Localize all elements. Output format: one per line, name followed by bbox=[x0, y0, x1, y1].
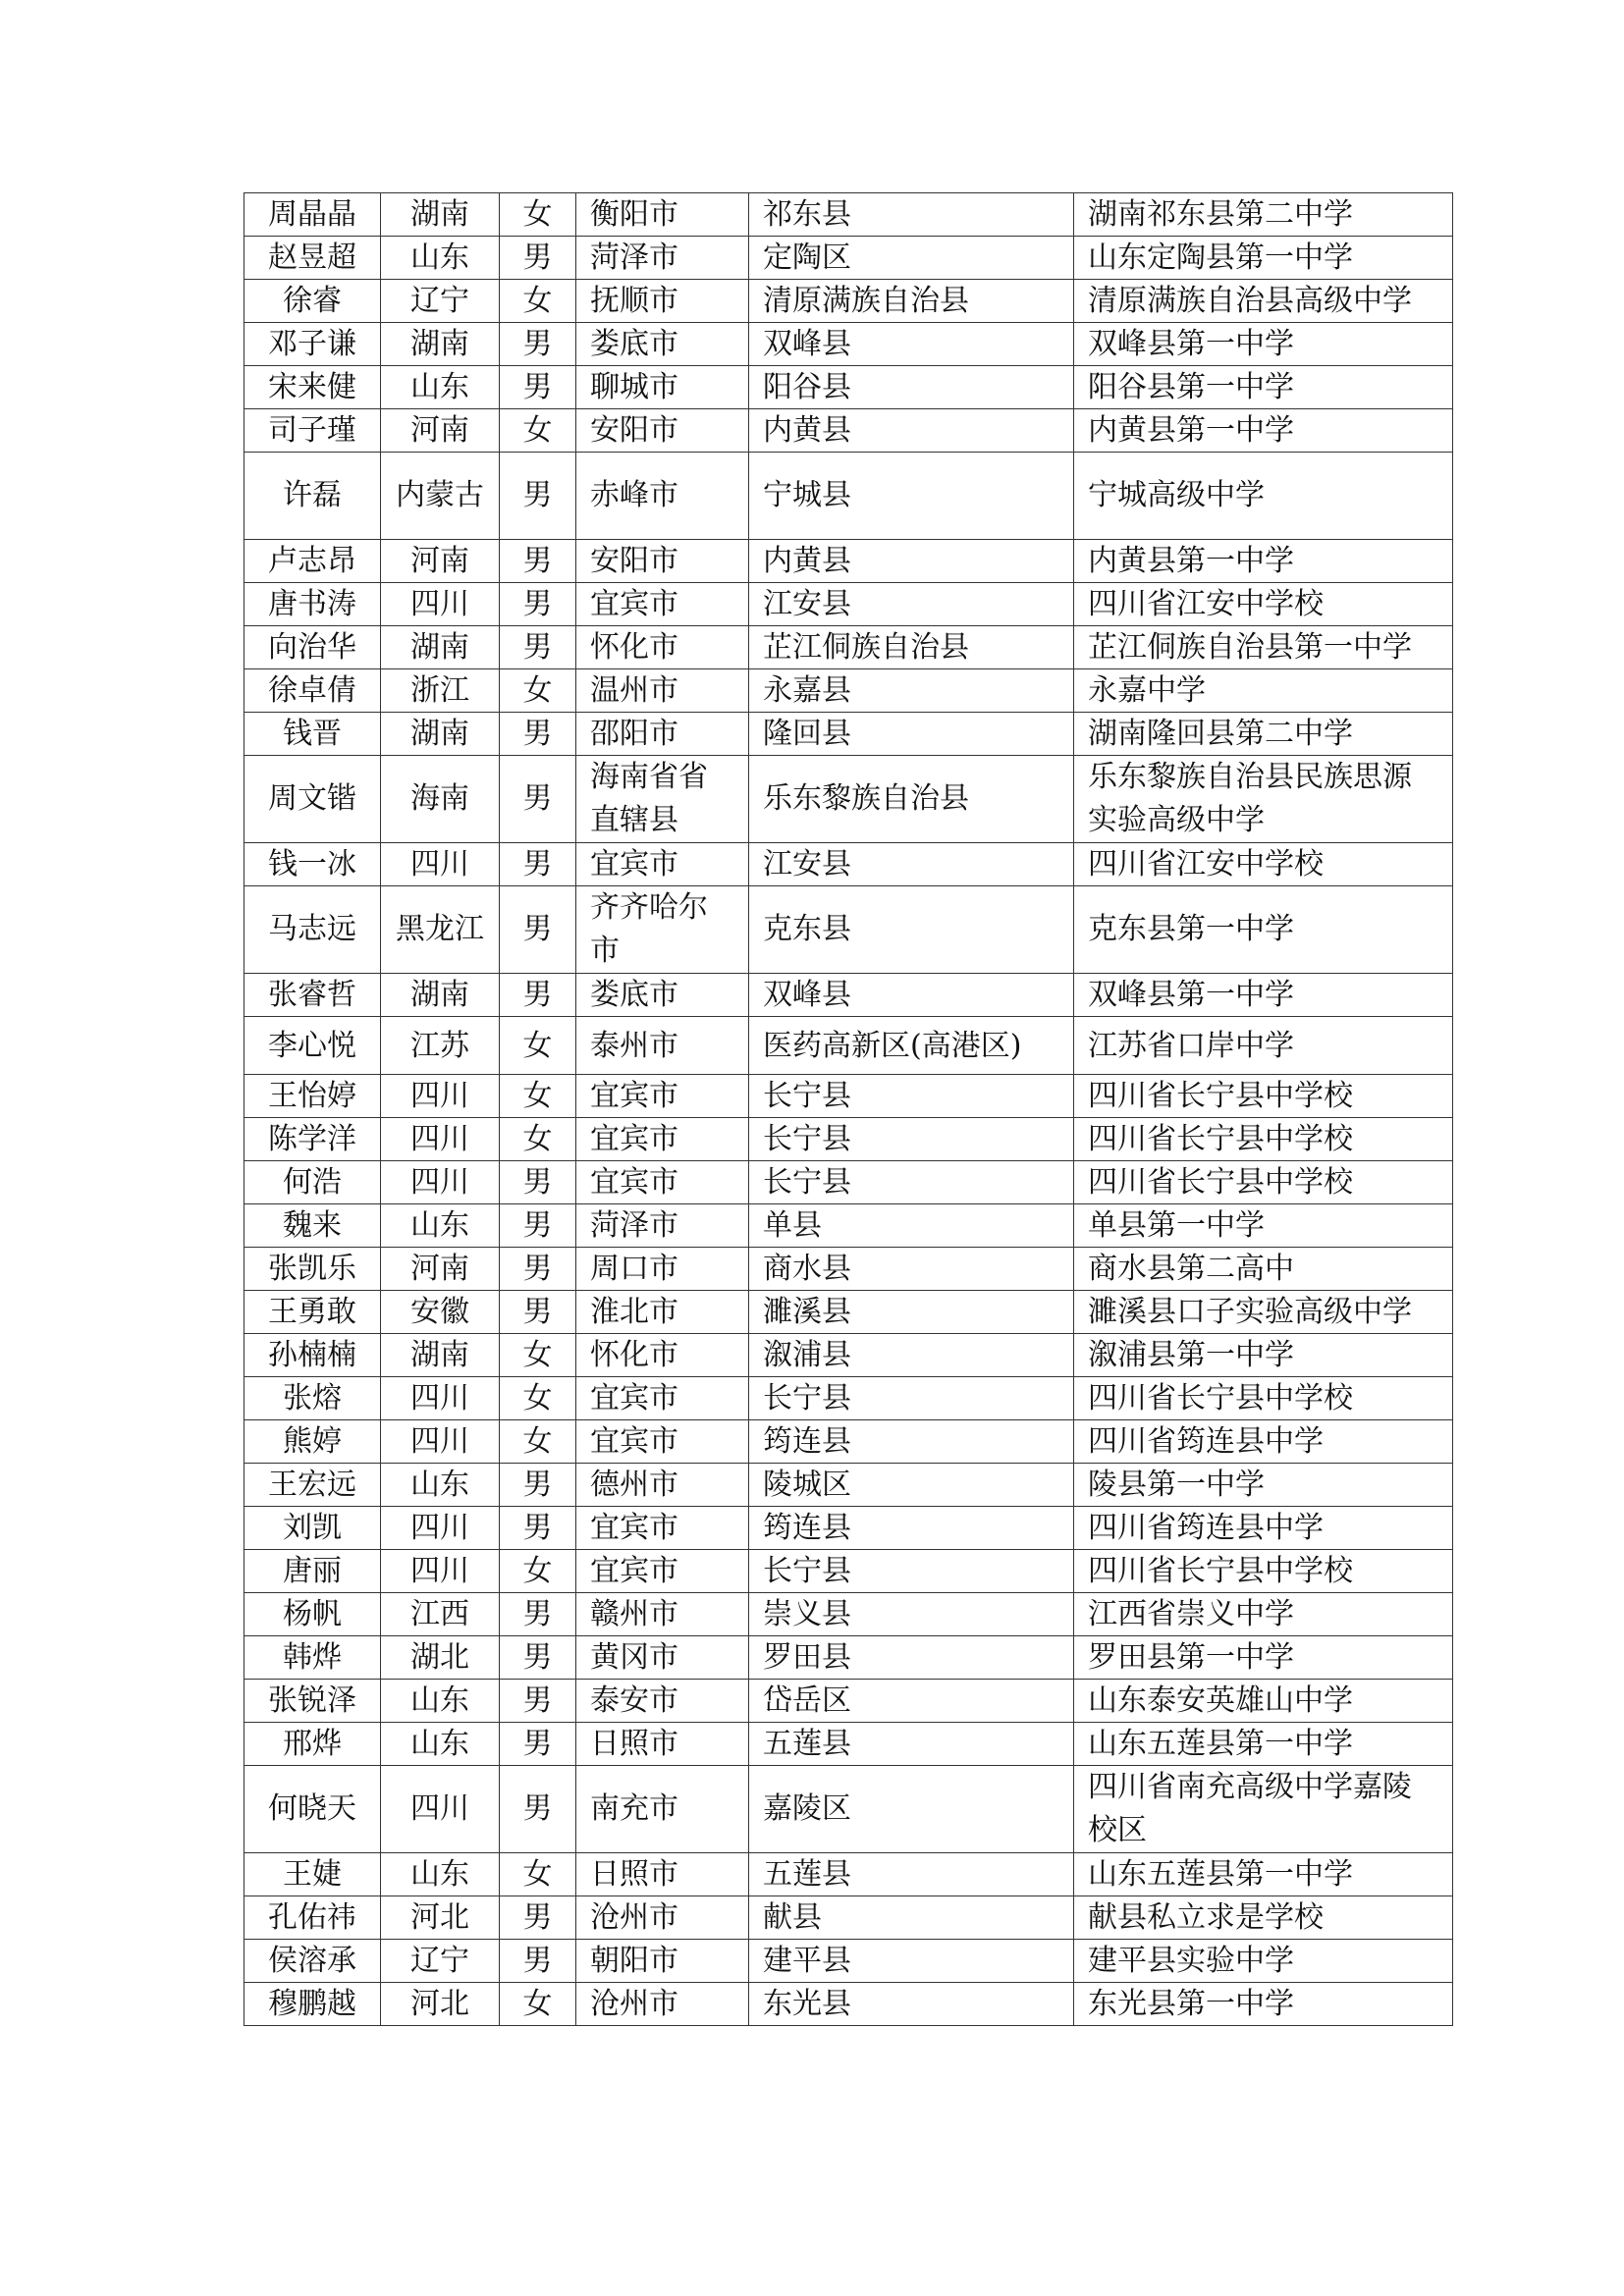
name-cell: 王勇敢 bbox=[244, 1291, 381, 1334]
gender-cell: 男 bbox=[500, 1766, 576, 1853]
school-cell: 山东五莲县第一中学 bbox=[1074, 1853, 1453, 1896]
name-cell: 魏来 bbox=[244, 1204, 381, 1248]
gender-cell: 男 bbox=[500, 237, 576, 280]
table-row bbox=[244, 974, 1453, 1017]
name-cell: 孔佑祎 bbox=[244, 1896, 381, 1940]
name-cell: 徐卓倩 bbox=[244, 669, 381, 713]
table-row bbox=[244, 409, 1453, 453]
school-cell: 山东五莲县第一中学 bbox=[1074, 1723, 1453, 1766]
name-cell: 穆鹏越 bbox=[244, 1983, 381, 2026]
gender-cell: 男 bbox=[500, 1680, 576, 1723]
table-row bbox=[244, 237, 1453, 280]
city-cell: 温州市 bbox=[576, 669, 749, 713]
city-cell: 沧州市 bbox=[576, 1896, 749, 1940]
county-cell: 陵城区 bbox=[749, 1464, 1074, 1507]
province-cell: 山东 bbox=[381, 1723, 500, 1766]
province-cell: 河南 bbox=[381, 540, 500, 583]
county-cell: 献县 bbox=[749, 1896, 1074, 1940]
school-cell: 湖南隆回县第二中学 bbox=[1074, 713, 1453, 756]
county-cell: 商水县 bbox=[749, 1248, 1074, 1291]
province-cell: 山东 bbox=[381, 1680, 500, 1723]
gender-cell: 男 bbox=[500, 843, 576, 886]
gender-cell: 男 bbox=[500, 1464, 576, 1507]
gender-cell: 女 bbox=[500, 1983, 576, 2026]
school-cell: 建平县实验中学 bbox=[1074, 1940, 1453, 1983]
roster-body bbox=[244, 193, 1453, 2026]
county-cell: 医药高新区(高港区) bbox=[749, 1017, 1074, 1075]
gender-cell: 女 bbox=[500, 1334, 576, 1377]
county-cell: 东光县 bbox=[749, 1983, 1074, 2026]
county-cell: 定陶区 bbox=[749, 237, 1074, 280]
gender-cell: 女 bbox=[500, 280, 576, 323]
gender-cell: 男 bbox=[500, 1593, 576, 1636]
city-cell: 赣州市 bbox=[576, 1593, 749, 1636]
county-cell: 筠连县 bbox=[749, 1420, 1074, 1464]
gender-cell: 男 bbox=[500, 366, 576, 409]
city-cell: 黄冈市 bbox=[576, 1636, 749, 1680]
name-cell: 侯溶承 bbox=[244, 1940, 381, 1983]
name-cell: 邓子谦 bbox=[244, 323, 381, 366]
name-cell: 陈学洋 bbox=[244, 1118, 381, 1161]
province-cell: 湖南 bbox=[381, 323, 500, 366]
province-cell: 内蒙古 bbox=[381, 453, 500, 540]
name-cell: 宋来健 bbox=[244, 366, 381, 409]
school-cell: 克东县第一中学 bbox=[1074, 886, 1453, 974]
school-cell: 四川省筠连县中学 bbox=[1074, 1507, 1453, 1550]
name-cell: 李心悦 bbox=[244, 1017, 381, 1075]
school-cell: 山东定陶县第一中学 bbox=[1074, 237, 1453, 280]
province-cell: 河北 bbox=[381, 1896, 500, 1940]
table-row bbox=[244, 1291, 1453, 1334]
province-cell: 湖南 bbox=[381, 626, 500, 669]
name-cell: 杨帆 bbox=[244, 1593, 381, 1636]
province-cell: 山东 bbox=[381, 366, 500, 409]
city-cell: 朝阳市 bbox=[576, 1940, 749, 1983]
name-cell: 王宏远 bbox=[244, 1464, 381, 1507]
school-cell: 双峰县第一中学 bbox=[1074, 323, 1453, 366]
table-row bbox=[244, 886, 1453, 974]
school-cell: 内黄县第一中学 bbox=[1074, 409, 1453, 453]
school-cell: 献县私立求是学校 bbox=[1074, 1896, 1453, 1940]
city-cell: 邵阳市 bbox=[576, 713, 749, 756]
school-cell: 四川省长宁县中学校 bbox=[1074, 1161, 1453, 1204]
city-cell: 泰安市 bbox=[576, 1680, 749, 1723]
province-cell: 四川 bbox=[381, 1161, 500, 1204]
city-cell: 安阳市 bbox=[576, 540, 749, 583]
table-row bbox=[244, 366, 1453, 409]
school-cell: 四川省长宁县中学校 bbox=[1074, 1550, 1453, 1593]
county-cell: 祁东县 bbox=[749, 193, 1074, 237]
gender-cell: 男 bbox=[500, 1291, 576, 1334]
province-cell: 辽宁 bbox=[381, 1940, 500, 1983]
city-cell: 宜宾市 bbox=[576, 583, 749, 626]
county-cell: 建平县 bbox=[749, 1940, 1074, 1983]
table-row bbox=[244, 280, 1453, 323]
table-row bbox=[244, 1550, 1453, 1593]
city-cell: 海南省省直辖县 bbox=[576, 756, 749, 843]
county-cell: 长宁县 bbox=[749, 1550, 1074, 1593]
county-cell: 岱岳区 bbox=[749, 1680, 1074, 1723]
city-cell: 赤峰市 bbox=[576, 453, 749, 540]
gender-cell: 男 bbox=[500, 323, 576, 366]
province-cell: 海南 bbox=[381, 756, 500, 843]
city-cell: 抚顺市 bbox=[576, 280, 749, 323]
county-cell: 嘉陵区 bbox=[749, 1766, 1074, 1853]
gender-cell: 男 bbox=[500, 713, 576, 756]
city-cell: 宜宾市 bbox=[576, 843, 749, 886]
county-cell: 内黄县 bbox=[749, 540, 1074, 583]
county-cell: 江安县 bbox=[749, 843, 1074, 886]
province-cell: 湖南 bbox=[381, 193, 500, 237]
name-cell: 卢志昂 bbox=[244, 540, 381, 583]
gender-cell: 男 bbox=[500, 453, 576, 540]
table-row bbox=[244, 453, 1453, 540]
school-cell: 四川省江安中学校 bbox=[1074, 843, 1453, 886]
table-row bbox=[244, 626, 1453, 669]
name-cell: 张睿哲 bbox=[244, 974, 381, 1017]
name-cell: 王怡婷 bbox=[244, 1075, 381, 1118]
city-cell: 娄底市 bbox=[576, 974, 749, 1017]
city-cell: 宜宾市 bbox=[576, 1507, 749, 1550]
name-cell: 熊婷 bbox=[244, 1420, 381, 1464]
gender-cell: 男 bbox=[500, 626, 576, 669]
gender-cell: 男 bbox=[500, 540, 576, 583]
name-cell: 王婕 bbox=[244, 1853, 381, 1896]
gender-cell: 女 bbox=[500, 1118, 576, 1161]
county-cell: 长宁县 bbox=[749, 1118, 1074, 1161]
gender-cell: 女 bbox=[500, 1377, 576, 1420]
gender-cell: 女 bbox=[500, 193, 576, 237]
table-row bbox=[244, 756, 1453, 843]
name-cell: 许磊 bbox=[244, 453, 381, 540]
school-cell: 四川省筠连县中学 bbox=[1074, 1420, 1453, 1464]
county-cell: 隆回县 bbox=[749, 713, 1074, 756]
province-cell: 山东 bbox=[381, 1853, 500, 1896]
gender-cell: 女 bbox=[500, 409, 576, 453]
province-cell: 浙江 bbox=[381, 669, 500, 713]
name-cell: 张凯乐 bbox=[244, 1248, 381, 1291]
province-cell: 湖南 bbox=[381, 1334, 500, 1377]
gender-cell: 女 bbox=[500, 1420, 576, 1464]
county-cell: 阳谷县 bbox=[749, 366, 1074, 409]
city-cell: 安阳市 bbox=[576, 409, 749, 453]
gender-cell: 男 bbox=[500, 974, 576, 1017]
school-cell: 芷江侗族自治县第一中学 bbox=[1074, 626, 1453, 669]
school-cell: 江苏省口岸中学 bbox=[1074, 1017, 1453, 1075]
province-cell: 河南 bbox=[381, 1248, 500, 1291]
province-cell: 四川 bbox=[381, 1377, 500, 1420]
county-cell: 单县 bbox=[749, 1204, 1074, 1248]
county-cell: 双峰县 bbox=[749, 974, 1074, 1017]
gender-cell: 女 bbox=[500, 669, 576, 713]
city-cell: 淮北市 bbox=[576, 1291, 749, 1334]
school-cell: 单县第一中学 bbox=[1074, 1204, 1453, 1248]
county-cell: 濉溪县 bbox=[749, 1291, 1074, 1334]
province-cell: 江西 bbox=[381, 1593, 500, 1636]
county-cell: 清原满族自治县 bbox=[749, 280, 1074, 323]
table-row bbox=[244, 540, 1453, 583]
county-cell: 芷江侗族自治县 bbox=[749, 626, 1074, 669]
county-cell: 崇义县 bbox=[749, 1593, 1074, 1636]
school-cell: 陵县第一中学 bbox=[1074, 1464, 1453, 1507]
province-cell: 山东 bbox=[381, 237, 500, 280]
gender-cell: 男 bbox=[500, 1204, 576, 1248]
table-row bbox=[244, 843, 1453, 886]
name-cell: 韩烨 bbox=[244, 1636, 381, 1680]
city-cell: 怀化市 bbox=[576, 1334, 749, 1377]
province-cell: 四川 bbox=[381, 1550, 500, 1593]
gender-cell: 女 bbox=[500, 1853, 576, 1896]
county-cell: 双峰县 bbox=[749, 323, 1074, 366]
city-cell: 宜宾市 bbox=[576, 1550, 749, 1593]
school-cell: 商水县第二高中 bbox=[1074, 1248, 1453, 1291]
table-row bbox=[244, 1723, 1453, 1766]
province-cell: 山东 bbox=[381, 1464, 500, 1507]
name-cell: 张熔 bbox=[244, 1377, 381, 1420]
table-row bbox=[244, 1420, 1453, 1464]
gender-cell: 男 bbox=[500, 1161, 576, 1204]
name-cell: 何浩 bbox=[244, 1161, 381, 1204]
city-cell: 衡阳市 bbox=[576, 193, 749, 237]
table-row bbox=[244, 1204, 1453, 1248]
city-cell: 宜宾市 bbox=[576, 1377, 749, 1420]
school-cell: 四川省江安中学校 bbox=[1074, 583, 1453, 626]
table-row bbox=[244, 1940, 1453, 1983]
county-cell: 永嘉县 bbox=[749, 669, 1074, 713]
city-cell: 日照市 bbox=[576, 1853, 749, 1896]
province-cell: 四川 bbox=[381, 1507, 500, 1550]
province-cell: 河北 bbox=[381, 1983, 500, 2026]
school-cell: 内黄县第一中学 bbox=[1074, 540, 1453, 583]
province-cell: 四川 bbox=[381, 1766, 500, 1853]
county-cell: 筠连县 bbox=[749, 1507, 1074, 1550]
school-cell: 四川省长宁县中学校 bbox=[1074, 1075, 1453, 1118]
county-cell: 内黄县 bbox=[749, 409, 1074, 453]
table-row bbox=[244, 1593, 1453, 1636]
name-cell: 邢烨 bbox=[244, 1723, 381, 1766]
county-cell: 长宁县 bbox=[749, 1075, 1074, 1118]
school-cell: 清原满族自治县高级中学 bbox=[1074, 280, 1453, 323]
table-row bbox=[244, 1464, 1453, 1507]
name-cell: 司子瑾 bbox=[244, 409, 381, 453]
name-cell: 徐睿 bbox=[244, 280, 381, 323]
school-cell: 永嘉中学 bbox=[1074, 669, 1453, 713]
city-cell: 宜宾市 bbox=[576, 1075, 749, 1118]
province-cell: 江苏 bbox=[381, 1017, 500, 1075]
province-cell: 安徽 bbox=[381, 1291, 500, 1334]
name-cell: 向治华 bbox=[244, 626, 381, 669]
school-cell: 湖南祁东县第二中学 bbox=[1074, 193, 1453, 237]
name-cell: 张锐泽 bbox=[244, 1680, 381, 1723]
gender-cell: 男 bbox=[500, 886, 576, 974]
city-cell: 周口市 bbox=[576, 1248, 749, 1291]
province-cell: 河南 bbox=[381, 409, 500, 453]
table-row bbox=[244, 669, 1453, 713]
gender-cell: 女 bbox=[500, 1550, 576, 1593]
county-cell: 乐东黎族自治县 bbox=[749, 756, 1074, 843]
county-cell: 宁城县 bbox=[749, 453, 1074, 540]
province-cell: 山东 bbox=[381, 1204, 500, 1248]
table-row bbox=[244, 1017, 1453, 1075]
school-cell: 四川省长宁县中学校 bbox=[1074, 1377, 1453, 1420]
city-cell: 齐齐哈尔市 bbox=[576, 886, 749, 974]
table-row bbox=[244, 1248, 1453, 1291]
province-cell: 黑龙江 bbox=[381, 886, 500, 974]
table-row bbox=[244, 193, 1453, 237]
province-cell: 湖南 bbox=[381, 713, 500, 756]
county-cell: 罗田县 bbox=[749, 1636, 1074, 1680]
city-cell: 宜宾市 bbox=[576, 1161, 749, 1204]
school-cell: 双峰县第一中学 bbox=[1074, 974, 1453, 1017]
table-row bbox=[244, 713, 1453, 756]
province-cell: 四川 bbox=[381, 1420, 500, 1464]
gender-cell: 男 bbox=[500, 583, 576, 626]
gender-cell: 男 bbox=[500, 1896, 576, 1940]
table-row bbox=[244, 1075, 1453, 1118]
province-cell: 辽宁 bbox=[381, 280, 500, 323]
province-cell: 四川 bbox=[381, 583, 500, 626]
name-cell: 马志远 bbox=[244, 886, 381, 974]
county-cell: 长宁县 bbox=[749, 1161, 1074, 1204]
city-cell: 娄底市 bbox=[576, 323, 749, 366]
table-row bbox=[244, 323, 1453, 366]
table-row bbox=[244, 1334, 1453, 1377]
city-cell: 宜宾市 bbox=[576, 1118, 749, 1161]
county-cell: 江安县 bbox=[749, 583, 1074, 626]
school-cell: 山东泰安英雄山中学 bbox=[1074, 1680, 1453, 1723]
county-cell: 五莲县 bbox=[749, 1723, 1074, 1766]
city-cell: 沧州市 bbox=[576, 1983, 749, 2026]
school-cell: 乐东黎族自治县民族思源实验高级中学 bbox=[1074, 756, 1453, 843]
table-row bbox=[244, 1983, 1453, 2026]
name-cell: 刘凯 bbox=[244, 1507, 381, 1550]
county-cell: 长宁县 bbox=[749, 1377, 1074, 1420]
school-cell: 四川省南充高级中学嘉陵校区 bbox=[1074, 1766, 1453, 1853]
city-cell: 怀化市 bbox=[576, 626, 749, 669]
school-cell: 四川省长宁县中学校 bbox=[1074, 1118, 1453, 1161]
gender-cell: 男 bbox=[500, 1636, 576, 1680]
table-row bbox=[244, 1896, 1453, 1940]
table-row bbox=[244, 583, 1453, 626]
gender-cell: 男 bbox=[500, 1248, 576, 1291]
school-cell: 溆浦县第一中学 bbox=[1074, 1334, 1453, 1377]
school-cell: 江西省崇义中学 bbox=[1074, 1593, 1453, 1636]
name-cell: 唐丽 bbox=[244, 1550, 381, 1593]
province-cell: 四川 bbox=[381, 1118, 500, 1161]
table-row bbox=[244, 1377, 1453, 1420]
name-cell: 唐书涛 bbox=[244, 583, 381, 626]
name-cell: 孙楠楠 bbox=[244, 1334, 381, 1377]
table-row bbox=[244, 1853, 1453, 1896]
city-cell: 宜宾市 bbox=[576, 1420, 749, 1464]
city-cell: 菏泽市 bbox=[576, 237, 749, 280]
table-row bbox=[244, 1118, 1453, 1161]
school-cell: 东光县第一中学 bbox=[1074, 1983, 1453, 2026]
gender-cell: 女 bbox=[500, 1017, 576, 1075]
name-cell: 钱晋 bbox=[244, 713, 381, 756]
province-cell: 湖北 bbox=[381, 1636, 500, 1680]
table-row bbox=[244, 1680, 1453, 1723]
school-cell: 濉溪县口子实验高级中学 bbox=[1074, 1291, 1453, 1334]
county-cell: 克东县 bbox=[749, 886, 1074, 974]
province-cell: 四川 bbox=[381, 1075, 500, 1118]
school-cell: 宁城高级中学 bbox=[1074, 453, 1453, 540]
school-cell: 罗田县第一中学 bbox=[1074, 1636, 1453, 1680]
name-cell: 赵昱超 bbox=[244, 237, 381, 280]
county-cell: 溆浦县 bbox=[749, 1334, 1074, 1377]
city-cell: 德州市 bbox=[576, 1464, 749, 1507]
city-cell: 聊城市 bbox=[576, 366, 749, 409]
name-cell: 钱一冰 bbox=[244, 843, 381, 886]
table-row bbox=[244, 1766, 1453, 1853]
student-roster-table bbox=[244, 192, 1453, 2026]
city-cell: 泰州市 bbox=[576, 1017, 749, 1075]
name-cell: 何晓天 bbox=[244, 1766, 381, 1853]
gender-cell: 男 bbox=[500, 1723, 576, 1766]
name-cell: 周晶晶 bbox=[244, 193, 381, 237]
city-cell: 日照市 bbox=[576, 1723, 749, 1766]
table-row bbox=[244, 1636, 1453, 1680]
school-cell: 阳谷县第一中学 bbox=[1074, 366, 1453, 409]
table-row bbox=[244, 1507, 1453, 1550]
gender-cell: 女 bbox=[500, 1075, 576, 1118]
gender-cell: 男 bbox=[500, 1507, 576, 1550]
province-cell: 湖南 bbox=[381, 974, 500, 1017]
gender-cell: 男 bbox=[500, 1940, 576, 1983]
province-cell: 四川 bbox=[381, 843, 500, 886]
county-cell: 五莲县 bbox=[749, 1853, 1074, 1896]
table-row bbox=[244, 1161, 1453, 1204]
gender-cell: 男 bbox=[500, 756, 576, 843]
city-cell: 菏泽市 bbox=[576, 1204, 749, 1248]
city-cell: 南充市 bbox=[576, 1766, 749, 1853]
name-cell: 周文锴 bbox=[244, 756, 381, 843]
